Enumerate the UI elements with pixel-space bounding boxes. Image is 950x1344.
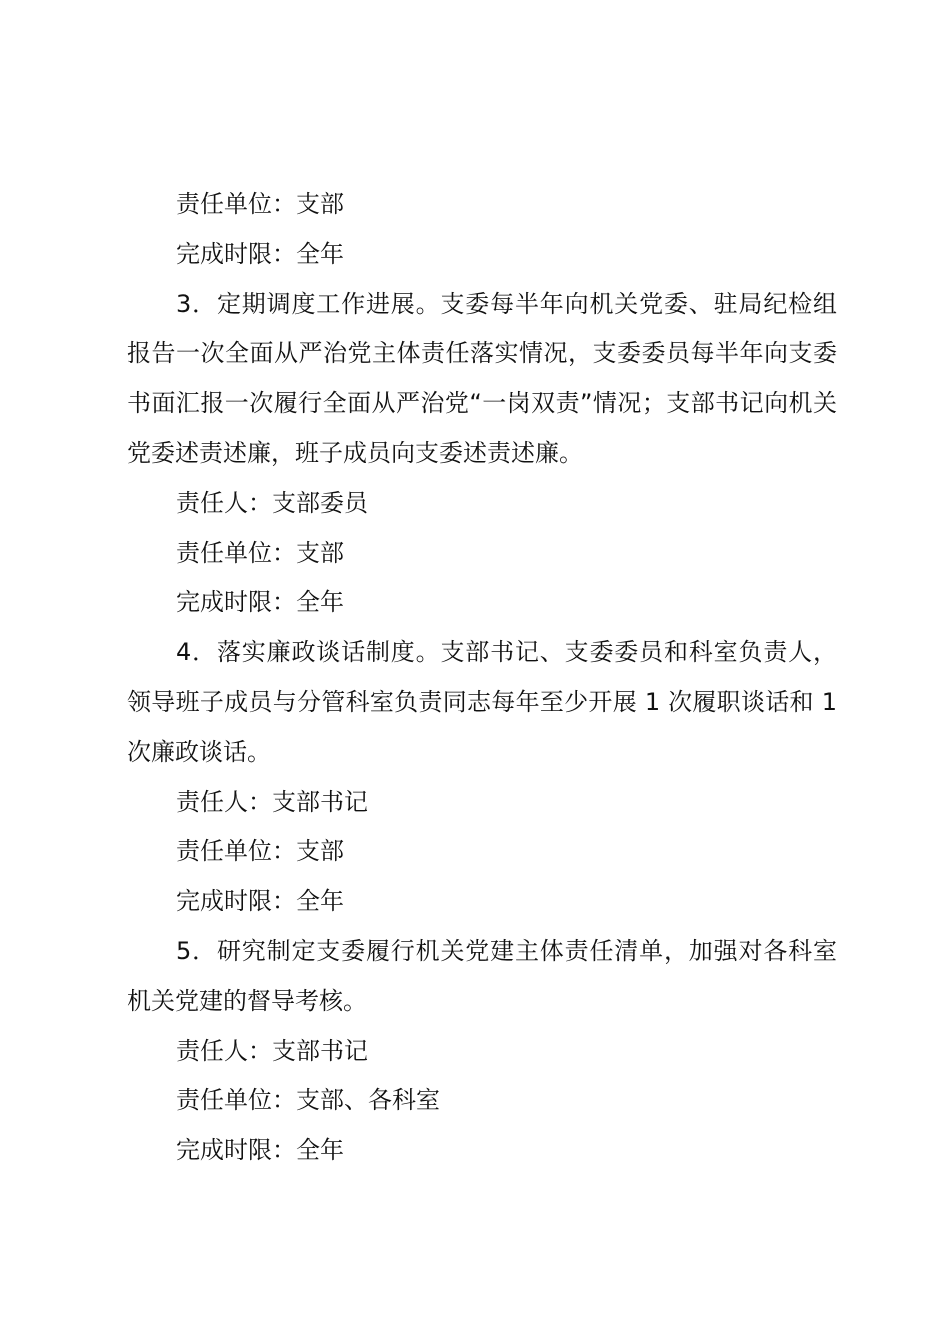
deadline-line: 完成时限：全年: [176, 887, 344, 916]
responsible-unit-line: 责任单位：支部、各科室: [176, 1086, 440, 1115]
responsible-unit-line: 责任单位：支部: [176, 837, 344, 866]
responsible-person-line: 责任人：支部书记: [176, 1036, 368, 1065]
deadline-line: 完成时限：全年: [176, 1136, 344, 1165]
responsible-person-line: 责任人：支部委员: [176, 488, 368, 517]
deadline-line: 完成时限：全年: [176, 239, 344, 268]
deadline-line: 完成时限：全年: [176, 588, 344, 617]
document-body: [127, 180, 837, 1176]
item-4-paragraph: 4．落实廉政谈话制度。支部书记、支委委员和科室负责人，领导班子成员与分管科室负责同志每年至少开展 1 次履职谈话和 1 次廉政谈话。: [127, 638, 837, 766]
item-5-paragraph: 5．研究制定支委履行机关党建主体责任清单，加强对各科室机关党建的督导考核。: [127, 936, 837, 1015]
item-3-paragraph: 3．定期调度工作进展。支委每半年向机关党委、驻局纪检组报告一次全面从严治党主体责任落实情况，支委委员每半年向支委书面汇报一次履行全面从严治党“一岗双责”情况；支部书记向机关党委述责述廉，班子成员向支委述责述廉。: [127, 289, 837, 467]
responsible-person-line: 责任人：支部书记: [176, 787, 368, 816]
responsible-unit-line: 责任单位：支部: [176, 190, 344, 218]
responsible-unit-line: 责任单位：支部: [176, 538, 344, 567]
